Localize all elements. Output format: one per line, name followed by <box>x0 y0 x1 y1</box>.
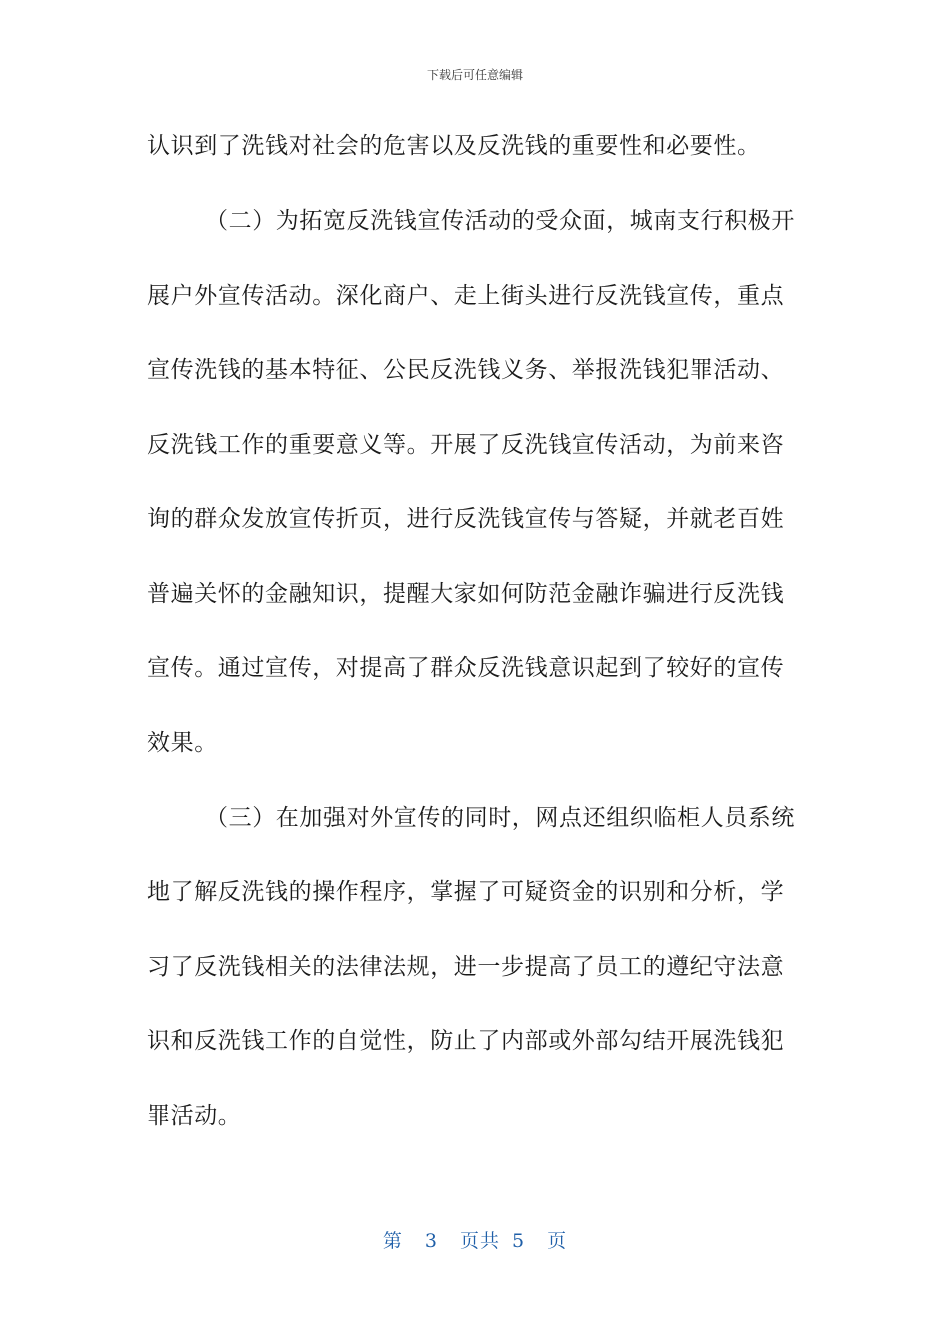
text-line: （二）为拓宽反洗钱宣传活动的受众面，城南支行积极开 <box>205 208 795 234</box>
text-line: 罪活动。 <box>147 1103 242 1129</box>
page-label-mid: 页共 <box>459 1230 500 1252</box>
page-header: 下载后可任意编辑 <box>426 68 523 82</box>
text-line: 询的群众发放宣传折页，进行反洗钱宣传与答疑，并就老百姓 <box>147 506 785 532</box>
text-line: 地了解反洗钱的操作程序，掌握了可疑资金的识别和分析，学 <box>147 879 785 905</box>
text-line: 展户外宣传活动。深化商户、走上街头进行反洗钱宣传，重点 <box>147 283 785 309</box>
page-label-suffix: 页 <box>547 1230 568 1252</box>
page-footer <box>0 1226 950 1253</box>
text-line: 普遍关怀的金融知识，提醒大家如何防范金融诈骗进行反洗钱 <box>147 581 785 607</box>
text-line: 宣传。通过宣传，对提高了群众反洗钱意识起到了较好的宣传 <box>147 655 785 681</box>
page-label-prefix: 第 <box>382 1230 403 1252</box>
text-line: 反洗钱工作的重要意义等。开展了反洗钱宣传活动，为前来咨 <box>147 432 785 458</box>
text-line: 识和反洗钱工作的自觉性，防止了内部或外部勾结开展洗钱犯 <box>147 1028 785 1054</box>
text-line: 习了反洗钱相关的法律法规，进一步提高了员工的遵纪守法意 <box>147 954 785 980</box>
total-pages-number: 5 <box>512 1230 526 1252</box>
current-page-number: 3 <box>424 1230 438 1252</box>
text-line: 认识到了洗钱对社会的危害以及反洗钱的重要性和必要性。 <box>147 133 761 159</box>
text-line: 宣传洗钱的基本特征、公民反洗钱义务、举报洗钱犯罪活动、 <box>147 357 785 383</box>
text-line: 效果。 <box>147 730 218 756</box>
text-line: （三）在加强对外宣传的同时，网点还组织临柜人员系统 <box>205 805 795 831</box>
